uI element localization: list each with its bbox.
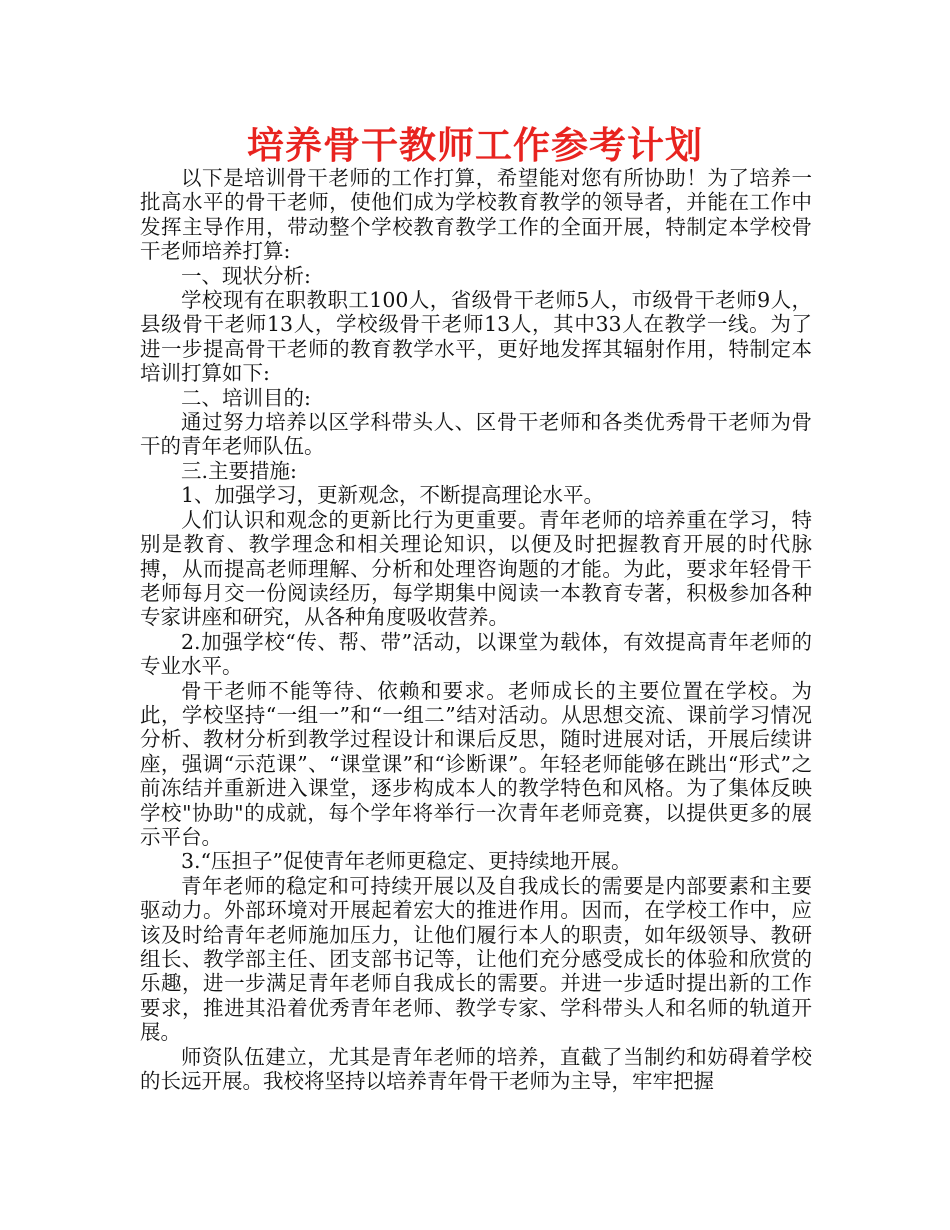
- heading-measure-3: 3.“压担子”促使青年老师更稳定、更持续地开展。: [181, 849, 632, 874]
- heading-training-purpose: 二、培训目的:: [181, 385, 311, 410]
- heading-measure-1: 1、加强学习，更新观念，不断提高理论水平。: [181, 483, 605, 508]
- paragraph-status-analysis: 学校现有在职教职工100人，省级骨干老师5人，市级骨干老师9人，县级骨干老师13人，学校级骨干老师13人，其中33人在教学一线。为了进一步提高骨干老师的教育教学水平，更好地发挥其辐射作用，特制定本培训打算如下:: [140, 288, 812, 386]
- paragraph-measure-1: 人们认识和观念的更新比行为更重要。青年老师的培养重在学习，特别是教育、教学理念和相关理论知识，以便及时把握教育开展的时代脉搏，从而提高老师理解、分析和处理咨询题的才能。为此，要求年轻骨干老师每月交一份阅读经历，每学期集中阅读一本教育专著，积极参加各种专家讲座和研究，从各种角度吸收营养。: [140, 507, 812, 630]
- paragraph-training-purpose: 通过努力培养以区学科带头人、区骨干老师和各类优秀骨干老师为骨干的青年老师队伍。: [140, 410, 812, 459]
- paragraph-intro: 以下是培训骨干老师的工作打算，希望能对您有所协助！为了培养一批高水平的骨干老师，使他们成为学校教育教学的领导者，并能在工作中发挥主导作用，带动整个学校教育教学工作的全面开展，特制定本学校骨干老师培养打算:: [140, 166, 812, 264]
- heading-main-measures: 三.主要措施:: [181, 458, 297, 483]
- document-body: [140, 166, 812, 1093]
- paragraph-measure-3: 青年老师的稳定和可持续开展以及自我成长的需要是内部要素和主要驱动力。外部环境对开展起着宏大的推进作用。因而，在学校工作中，应该及时给青年老师施加压力，让他们履行本人的职责，如年级领导、教研组长、教学部主任、团支部书记等，让他们充分感受成长的体验和欣赏的乐趣，进一步满足青年老师自我成长的需要。并进一步适时提出新的工作要求，推进其沿着优秀青年老师、教学专家、学科带头人和名师的轨道开展。: [140, 873, 812, 1045]
- paragraph-measure-2: 骨干老师不能等待、依赖和要求。老师成长的主要位置在学校。为此，学校坚持“一组一”和“一组二”结对活动。从思想交流、课前学习情况分析、教材分析到教学过程设计和课后反思，随时进展对话，开展后续讲座，强调“示范课”、“课堂课”和“诊断课”。年轻老师能够在跳出“形式”之前冻结并重新进入课堂，逐步构成本人的教学特色和风格。为了集体反映学校"协助"的成就，每个学年将举行一次青年老师竞赛，以提供更多的展示平台。: [140, 678, 812, 849]
- heading-status-analysis: 一、现状分析:: [181, 263, 311, 288]
- heading-measure-2: 2.加强学校“传、帮、带”活动，以课堂为载体，有效提高青年老师的专业水平。: [140, 629, 812, 679]
- paragraph-conclusion: 师资队伍建立，尤其是青年老师的培养，直截了当制约和妨碍着学校的长远开展。我校将坚持以培养青年骨干老师为主导，牢牢把握: [140, 1044, 812, 1094]
- document-title: 培养骨干教师工作参考计划: [247, 123, 703, 167]
